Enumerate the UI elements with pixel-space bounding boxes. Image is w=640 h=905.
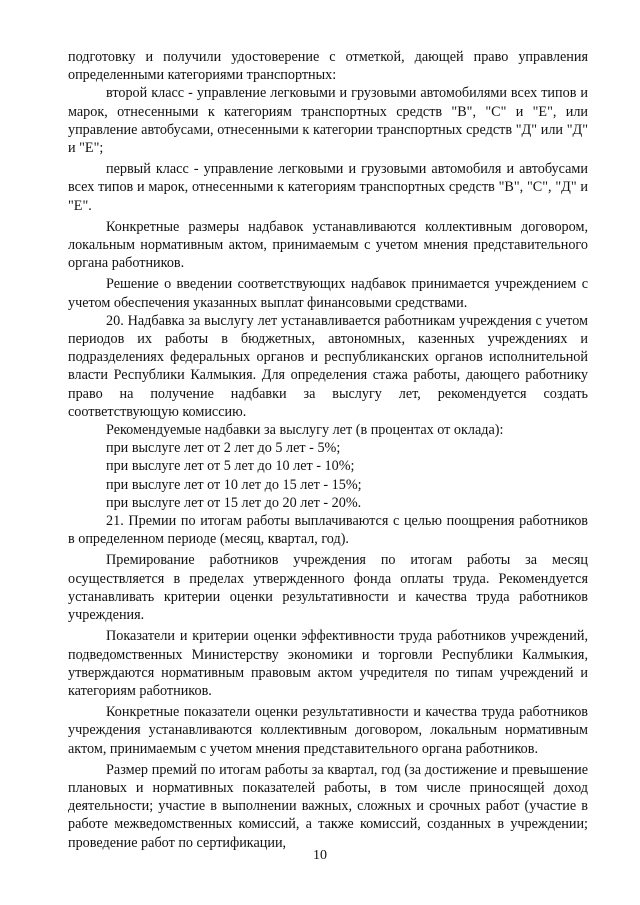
paragraph-3: первый класс - управление легковыми и грузовыми автомобиля и автобусами всех типов и марок, отнесенными к категориям транспортных средств "В", "С", "Д" и "Е".: [68, 161, 588, 214]
paragraph-2: второй класс - управление легковыми и грузовыми автомобилями всех типов и марок, отнесенными к категориям транспортных средств "В", "С" и "Е", или управление автобусами, отнесенными к категории транспортных средств "Д" или "Д" и "Е";: [68, 85, 588, 157]
paragraph-9: Премирование работников учреждения по итогам работы за месяц осуществляется в пределах утвержденного фонда оплаты труда. Рекомендуется устанавливать критерии оценки результативности и качества труда работников учреждения.: [68, 552, 588, 624]
document-page: [68, 48, 588, 852]
paragraph-8: 21. Премии по итогам работы выплачиваются с целью поощрения работников в определенном периоде (месяц, квартал, год).: [68, 513, 588, 548]
paragraph-4: Конкретные размеры надбавок устанавливаются коллективным договором, локальным нормативным актом, принимаемым с учетом мнения представительного органа работников.: [68, 218, 588, 272]
paragraph-6: 20. Надбавка за выслугу лет устанавливается работникам учреждения с учетом периодов их работы в бюджетных, автономных, казенных учреждениях и подразделениях федеральных органов и республиканских органов исполнительной власти Республики Калмыкия. Для определения стажа работы, дающего работнику право на получение надбавки за выслугу лет, рекомендуется создать соответствующую комиссию.: [68, 312, 588, 420]
list-item-3: при выслуге лет от 10 лет до 15 лет - 15%;: [106, 476, 362, 493]
paragraph-1: подготовку и получили удостоверение с отметкой, дающей право управления определенными категориями транспортных:: [68, 49, 588, 84]
list-item-1: при выслуге лет от 2 лет до 5 лет - 5%;: [106, 440, 341, 457]
paragraph-11: Конкретные показатели оценки результативности и качества труда работников учреждения устанавливаются коллективным договором, локальным нормативным актом, принимаемым с учетом мнения представительного органа работников.: [68, 704, 588, 757]
list-item-4: при выслуге лет от 15 лет до 20 лет - 20%.: [106, 494, 362, 511]
list-item-2: при выслуге лет от 5 лет до 10 лет - 10%;: [106, 458, 355, 475]
paragraph-10: Показатели и критерии оценки эффективности труда работников учреждений, подведомственных Министерству экономики и торговли Республики Калмыкия, утверждаются нормативным правовым актом учредителя по типам учреждений и категориям работников.: [68, 628, 588, 699]
paragraph-5: Решение о введении соответствующих надбавок принимается учреждением с учетом обеспечения указанных выплат финансовыми средствами.: [68, 276, 588, 311]
paragraph-12: Размер премий по итогам работы за квартал, год (за достижение и превышение плановых и нормативных показателей работы, в том числе приносящей доход деятельности; участие в выполнении важных, сложных и срочных работ (участие в работе межведомственных комиссий, а также комиссий, созданных в учреждении; проведение работ по сертификации,: [68, 761, 588, 851]
page-number: 10: [313, 848, 327, 863]
paragraph-7: Рекомендуемые надбавки за выслугу лет (в процентах от оклада):: [106, 422, 504, 439]
